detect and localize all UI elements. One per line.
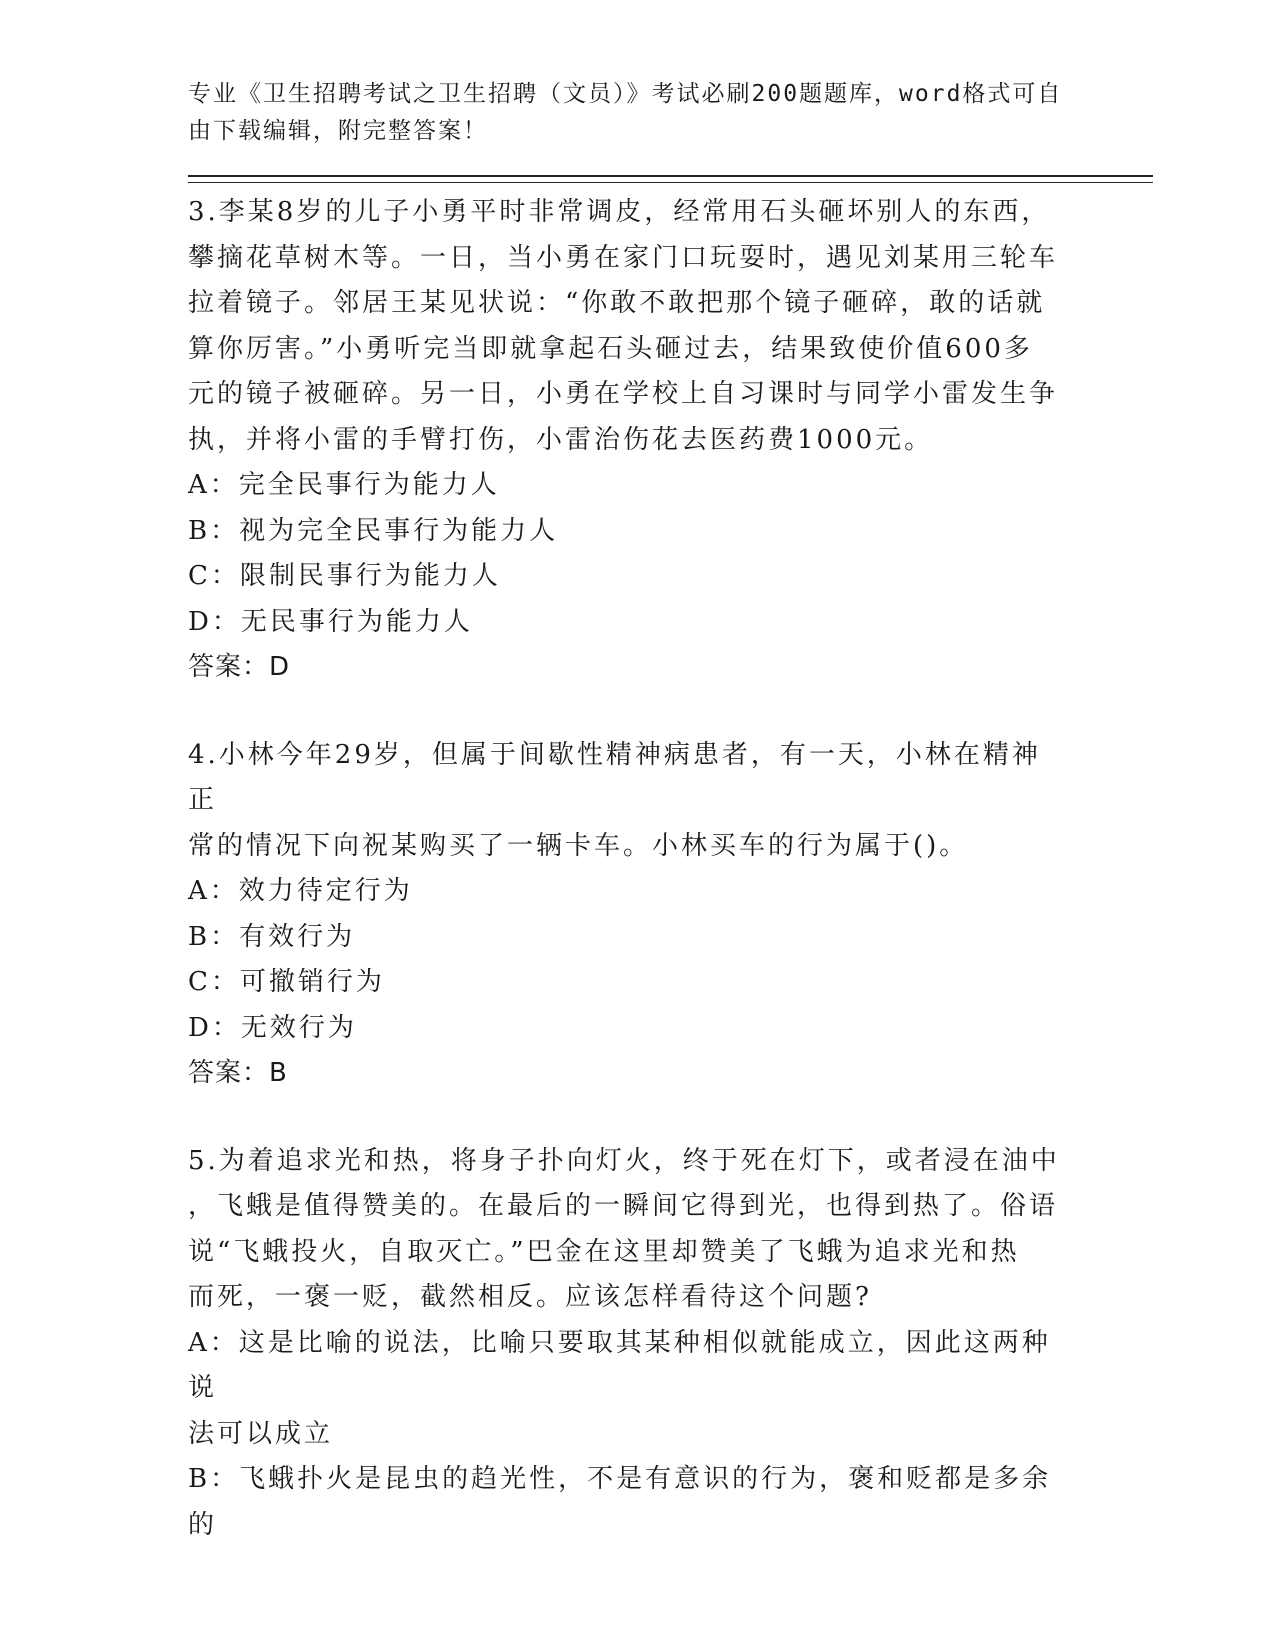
question-4 bbox=[188, 733, 1068, 1097]
header-title-line2: 由下载编辑，附完整答案！ bbox=[188, 118, 488, 144]
question-3 bbox=[188, 190, 1068, 691]
option-b: B：飞蛾扑火是昆虫的趋光性，不是有意识的行为，褒和贬都是多余的 bbox=[188, 1464, 1052, 1540]
option-a: A：完全民事行为能力人 bbox=[188, 470, 500, 500]
option-a: A：效力待定行为 bbox=[188, 876, 413, 906]
question-list bbox=[188, 190, 1068, 1590]
option-d: D：无民事行为能力人 bbox=[188, 606, 473, 637]
question-stem: 3.李某8岁的儿子小勇平时非常调皮，经常用石头砸坏别人的东西， 攀摘花草树木等。一日，当小勇在家门口玩耍时，遇见刘某用三轮车 拉着镜子。邻居王某见状说：“你敢不敢把那个镜子砸碎，敢的话就 算你厉害。”小勇听完当即就拿起石头砸过去，结果致使价值600多 元的镜子被砸碎。另一日，小勇在学校上自习课时与同学小雷发生争 执，并将小雷的手臂打伤，小雷治伤花去医药费1000元。 bbox=[188, 197, 1059, 455]
question-stem: 4.小林今年29岁，但属于间歇性精神病患者，有一天，小林在精神正 常的情况下向祝某购买了一辆卡车。小林买车的行为属于()。 bbox=[188, 739, 1041, 861]
option-d: D：无效行为 bbox=[188, 1012, 357, 1043]
answer: 答案：D bbox=[188, 652, 291, 682]
page-header bbox=[188, 76, 1068, 150]
question-stem: 5.为着追求光和热，将身子扑向灯火，终于死在灯下，或者浸在油中 ，飞蛾是值得赞美的。在最后的一瞬间它得到光，也得到热了。俗语 说“飞蛾投火，自取灭亡。”巴金在这里却赞美了飞蛾为追求光和热 而死，一褒一贬，截然相反。应该怎样看待这个问题? bbox=[188, 1145, 1060, 1312]
header-divider-thick bbox=[188, 175, 1153, 177]
header-divider-thin bbox=[188, 182, 1153, 183]
header-title-line1: 专业《卫生招聘考试之卫生招聘（文员）》考试必刷200题题库，word格式可自 bbox=[188, 81, 1063, 107]
answer: 答案：B bbox=[188, 1058, 288, 1088]
option-a: A：这是比喻的说法，比喻只要取其某种相似就能成立，因此这两种说 法可以成立 bbox=[188, 1327, 1051, 1449]
option-b: B：视为完全民事行为能力人 bbox=[188, 515, 559, 546]
question-5 bbox=[188, 1139, 1068, 1549]
option-b: B：有效行为 bbox=[188, 921, 356, 952]
option-c: C：限制民事行为能力人 bbox=[188, 561, 501, 591]
option-c: C：可撤销行为 bbox=[188, 967, 385, 997]
